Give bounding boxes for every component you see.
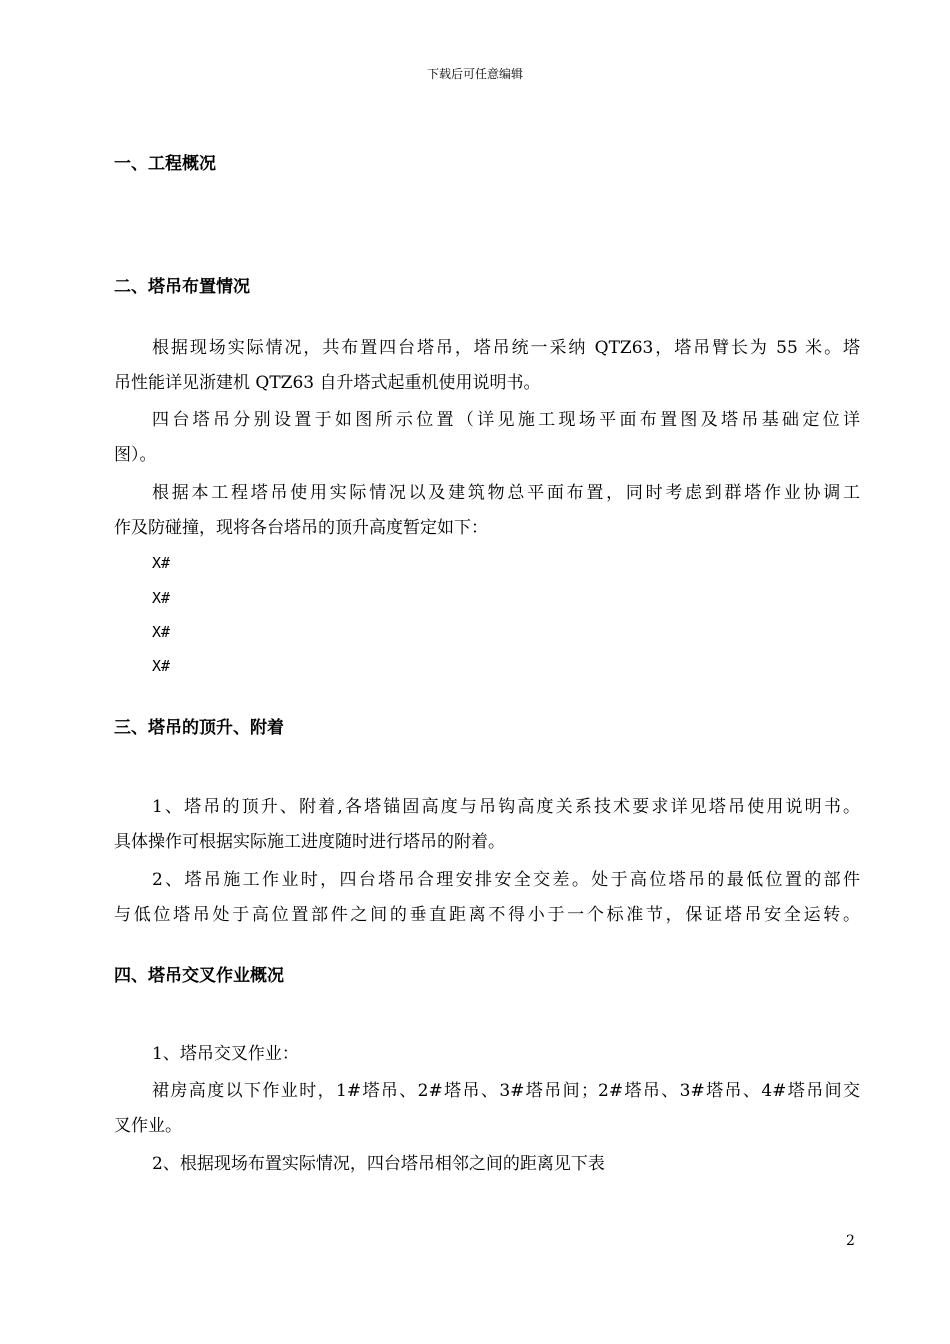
s2-paragraph-2-line-1: 四台塔吊分别设置于如图所示位置（详见施工现场平面布置图及塔吊基础定位详 <box>152 410 860 430</box>
s4-paragraph-2-line-2: 叉作业。 <box>114 1116 182 1136</box>
s3-paragraph-2-line-1: 2、塔吊施工作业时，四台塔吊合理安排安全交差。处于高位塔吊的最低位置的部件 <box>152 870 860 890</box>
page-header: 下载后可任意编辑 <box>426 67 523 81</box>
list-item: X# <box>152 589 171 607</box>
list-item: X# <box>152 554 171 572</box>
section-1-title: 一、工程概况 <box>114 154 216 174</box>
section-3-title: 三、塔吊的顶升、附着 <box>114 718 284 738</box>
list-item: X# <box>152 657 171 675</box>
page-number: 2 <box>846 1233 855 1249</box>
s3-paragraph-2-line-2: 与低位塔吊处于高位置部件之间的垂直距离不得小于一个标准节，保证塔吊安全运转。 <box>114 905 860 925</box>
section-4-title: 四、塔吊交叉作业概况 <box>114 966 284 986</box>
s2-paragraph-3-line-1: 根据本工程塔吊使用实际情况以及建筑物总平面布置，同时考虑到群塔作业协调工 <box>152 483 860 503</box>
s4-paragraph-1: 1、塔吊交叉作业： <box>152 1044 299 1064</box>
s3-paragraph-1-line-1: 1、塔吊的顶升、附着,各塔锚固高度与吊钩高度关系技术要求详见塔吊使用说明书。 <box>152 797 860 817</box>
section-2-title: 二、塔吊布置情况 <box>114 277 250 297</box>
s3-paragraph-1-line-2: 具体操作可根据实际施工进度随时进行塔吊的附着。 <box>114 832 505 852</box>
s4-paragraph-2-line-1: 裙房高度以下作业时，1#塔吊、2#塔吊、3#塔吊间；2#塔吊、3#塔吊、4#塔吊间交 <box>152 1081 860 1101</box>
s2-paragraph-1-line-2: 吊性能详见浙建机 QTZ63 自升塔式起重机使用说明书。 <box>114 373 541 393</box>
s2-paragraph-3-line-2: 作及防碰撞，现将各台塔吊的顶升高度暂定如下： <box>114 518 488 538</box>
s4-paragraph-3: 2、根据现场布置实际情况，四台塔吊相邻之间的距离见下表 <box>152 1154 605 1174</box>
list-item: X# <box>152 623 171 641</box>
s2-paragraph-1-line-1: 根据现场实际情况，共布置四台塔吊，塔吊统一采纳 QTZ63，塔吊臂长为 55 米。塔 <box>152 338 860 358</box>
s2-paragraph-2-line-2: 图）。 <box>114 445 157 465</box>
